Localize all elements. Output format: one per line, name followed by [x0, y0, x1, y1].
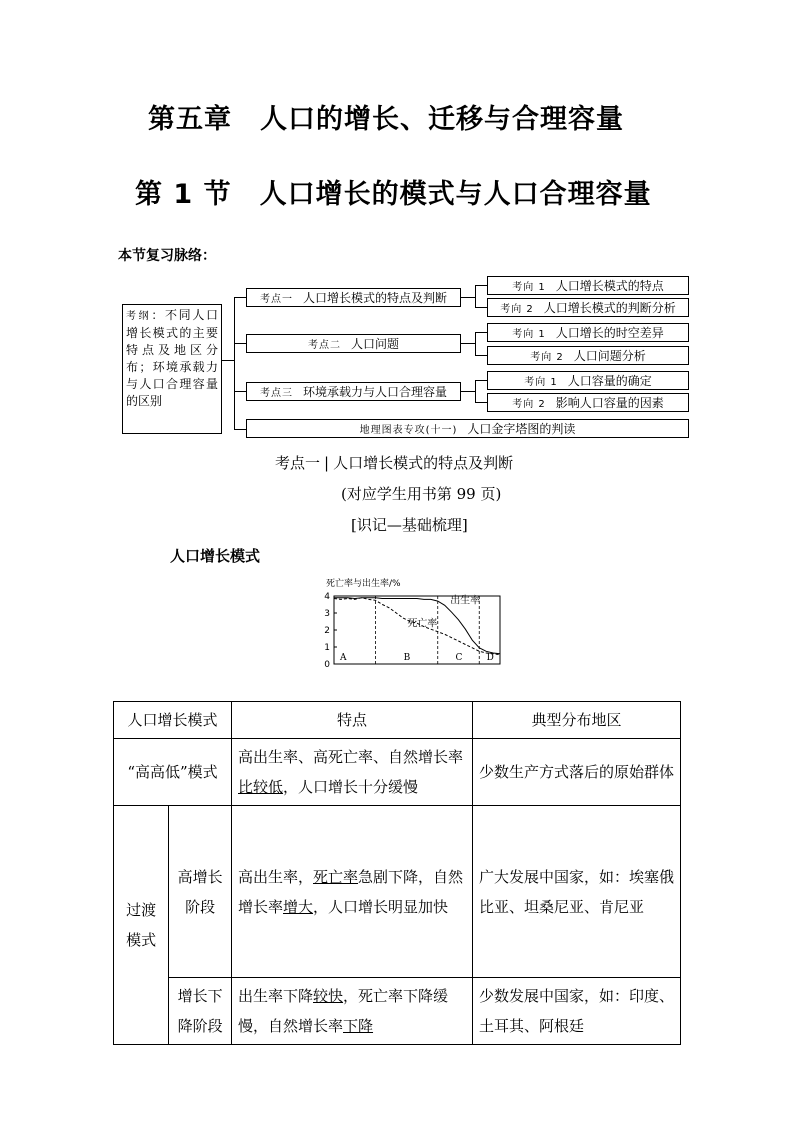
outline-direction-2-2-label: 人口问题分析 — [573, 349, 646, 363]
table-header-feature: 特点 — [232, 702, 473, 739]
outline-direction-2-1-label: 人口增长的时空差异 — [555, 326, 664, 340]
table-cell-transition: 过渡模式 — [114, 806, 169, 1045]
chart-stage-label: B — [403, 653, 411, 663]
table-cell-region: 少数生产方式落后的原始群体 — [473, 739, 681, 806]
growth-mode-table — [113, 701, 681, 1045]
table-row — [114, 739, 681, 806]
outline-direction-2-1 — [487, 323, 689, 342]
section-heading-tag: 考点一 — [275, 454, 321, 472]
chart-y-tick-label: 0 — [324, 660, 330, 670]
outline-root — [122, 304, 222, 434]
outline-direction-1-2-tag: 考向 2 — [500, 304, 534, 315]
chart-y-tick-label: 3 — [324, 609, 330, 619]
chart-y-axis-label: 死亡率与出生率/% — [326, 579, 401, 589]
population-growth-chart — [320, 574, 520, 694]
chart-series-label: 出生率 — [450, 595, 481, 607]
outline-point-1-tag: 考点一 — [259, 294, 293, 305]
table-cell-feature: 高出生率，死亡率急剧下降，自然增长率增大，人口增长明显加快 — [232, 806, 473, 978]
chart-stage-label: C — [455, 653, 463, 663]
table-row — [114, 806, 681, 978]
outline-direction-3-2-tag: 考向 2 — [512, 399, 546, 410]
outline-direction-3-2 — [487, 393, 689, 412]
table-cell-mode: “高高低”模式 — [114, 739, 232, 806]
table-header-mode: 人口增长模式 — [114, 702, 232, 739]
intro-label: 本节复习脉络： — [118, 248, 216, 264]
outline-point-3-tag: 考点三 — [259, 388, 293, 399]
table-cell-stage: 增长下降阶段 — [169, 978, 232, 1045]
chart-stage-label: A — [340, 653, 347, 663]
table-cell-region: 少数发展中国家，如：印度、土耳其、阿根廷 — [473, 978, 681, 1045]
table-row — [114, 978, 681, 1045]
chart-series-label: 死亡率 — [407, 618, 438, 630]
outline-point-2-label: 人口问题 — [350, 337, 399, 351]
outline-direction-2-1-tag: 考向 1 — [512, 329, 546, 340]
outline-direction-1-1-label: 人口增长模式的特点 — [555, 279, 664, 293]
outline-point-3 — [246, 382, 461, 401]
outline-direction-1-2-label: 人口增长模式的判断分析 — [543, 301, 676, 315]
chart-y-tick-label: 1 — [324, 643, 330, 653]
outline-root-keyword: 考纲 — [126, 311, 152, 322]
outline-direction-1-1 — [487, 276, 689, 295]
outline-direction-2-2 — [487, 346, 689, 365]
section-heading-title: 人口增长模式的特点及判断 — [333, 454, 514, 472]
outline-special — [246, 419, 689, 438]
outline-direction-3-1 — [487, 371, 689, 390]
table-cell-feature: 高出生率、高死亡率、自然增长率比较低，人口增长十分缓慢 — [232, 739, 473, 806]
table-cell-stage: 高增长阶段 — [169, 806, 232, 978]
section-title: 第 1 节 人口增长的模式与人口合理容量 — [135, 179, 652, 210]
chapter-title: 第五章 人口的增长、迁移与合理容量 — [148, 104, 624, 135]
book-reference: (对应学生用书第 99 页) — [341, 485, 502, 503]
table-cell-feature: 出生率下降较快，死亡率下降缓慢，自然增长率下降 — [232, 978, 473, 1045]
outline-point-1-label: 人口增长模式的特点及判断 — [302, 291, 447, 305]
outline-point-3-label: 环境承载力与人口合理容量 — [302, 385, 447, 399]
chart-y-tick-label: 4 — [324, 592, 330, 602]
outline-direction-1-2 — [487, 298, 689, 317]
outline-point-2-tag: 考点二 — [307, 340, 341, 351]
table-header-row — [114, 702, 681, 739]
section-heading: 考点一 | 人口增长模式的特点及判断 — [275, 454, 514, 472]
outline-direction-3-1-label: 人口容量的确定 — [567, 374, 652, 388]
chart-stage-label: D — [486, 653, 494, 663]
table-header-region: 典型分布地区 — [473, 702, 681, 739]
outline-special-label: 人口金字塔图的判读 — [467, 422, 576, 436]
table-cell-region: 广大发展中国家，如：埃塞俄比亚、坦桑尼亚、肯尼亚 — [473, 806, 681, 978]
outline-direction-3-2-label: 影响人口容量的因素 — [555, 396, 664, 410]
section-label: [识记—基础梳理] — [351, 516, 468, 534]
chart-y-tick-label: 2 — [324, 626, 330, 636]
outline-special-tag: 地理图表专攻(十一) — [359, 425, 458, 436]
outline-direction-2-2-tag: 考向 2 — [530, 352, 564, 363]
outline-direction-1-1-tag: 考向 1 — [512, 282, 546, 293]
outline-point-1 — [246, 288, 461, 307]
outline-root-text: ：不同人口增长模式的主要特点及地区分布；环境承载力与人口合理容量的区别 — [126, 308, 218, 408]
subheading: 人口增长模式 — [170, 547, 261, 565]
outline-direction-3-1-tag: 考向 1 — [524, 377, 558, 388]
outline-point-2 — [246, 334, 461, 353]
